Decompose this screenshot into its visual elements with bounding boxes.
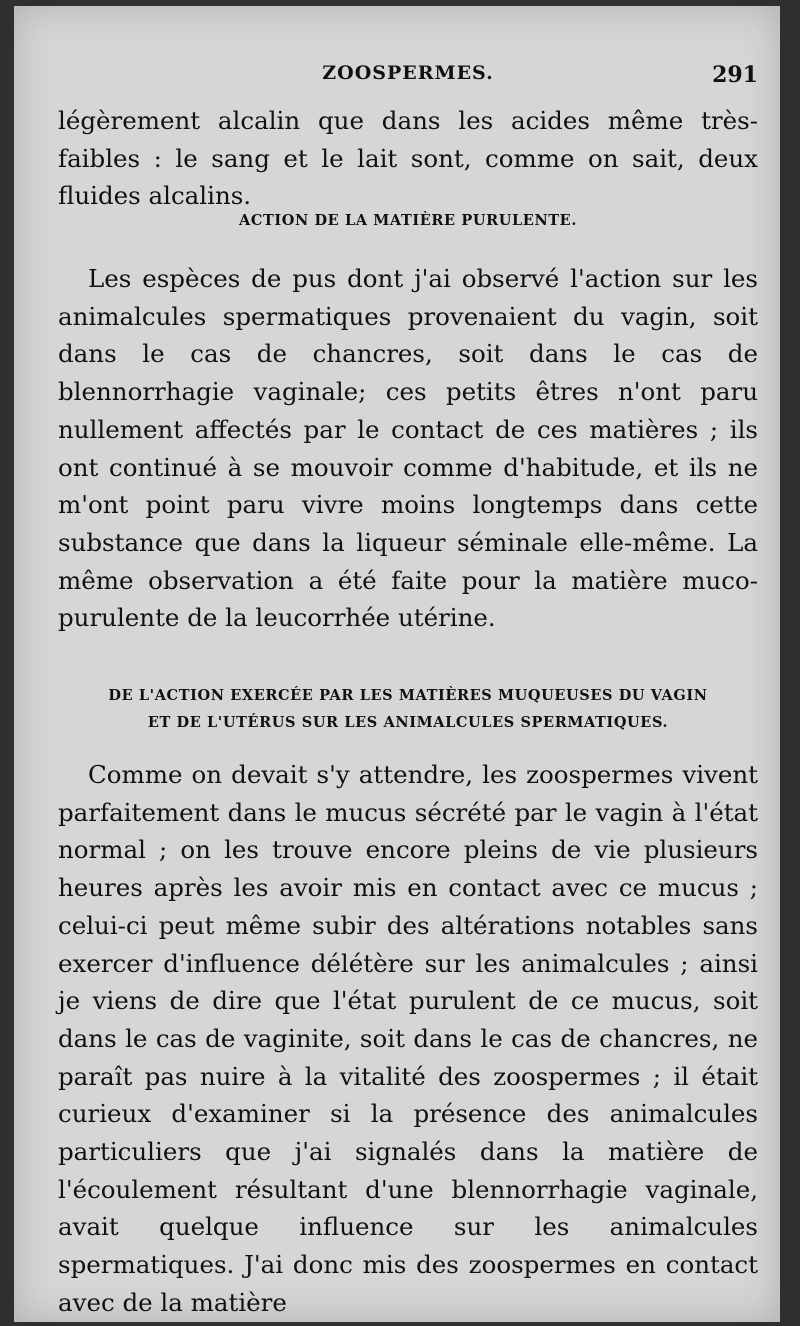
page-number: 291 xyxy=(712,62,758,88)
running-title: ZOOSPERMES. xyxy=(322,62,494,84)
section-heading-mucous xyxy=(58,682,758,736)
paragraph-purulent-action: Les espèces de pus dont j'ai observé l'action sur les animalcules spermatiques provenaient du vagin, soit dans le cas de chancres, soit dans le cas de blennorrhagie vaginale; ces petits êtres n'ont paru nullement affectés par le contact de ces matières ; ils ont continué à se mouvoir comme d'habitude, et ils ne m'ont point paru vivre moins longtemps dans cette substance que dans la liqueur séminale elle-même. La même observation a été faite pour la matière muco-purulente de la leucorrhée utérine. xyxy=(58,264,758,633)
section-heading-mucous-line-1: DE L'ACTION EXERCÉE PAR LES MATIÈRES MUQUEUSES DU VAGIN xyxy=(108,687,708,704)
book-page xyxy=(14,6,780,1322)
running-head xyxy=(58,62,758,92)
section-heading-mucous-line-2: ET DE L'UTÉRUS SUR LES ANIMALCULES SPERMATIQUES. xyxy=(147,714,669,731)
section-heading-purulent: ACTION DE LA MATIÈRE PURULENTE. xyxy=(239,212,577,229)
paragraph-continuation: légèrement alcalin que dans les acides même très-faibles : le sang et le lait sont, comme on sait, deux fluides alcalins. xyxy=(58,106,758,211)
paragraph-mucous-action: Comme on devait s'y attendre, les zoospermes vivent parfaitement dans le mucus sécrété par le vagin à l'état normal ; on les trouve encore pleins de vie plusieurs heures après les avoir mis en contact avec ce mucus ; celui-ci peut même subir des altérations notables sans exercer d'influence délétère sur les animalcules ; ainsi je viens de dire que l'état purulent de ce mucus, soit dans le cas de vaginite, soit dans le cas de chancres, ne paraît pas nuire à la vitalité des zoospermes ; il était curieux d'examiner si la présence des animalcules particuliers que j'ai signalés dans la matière de l'écoulement résultant d'une blennorrhagie vaginale, avait quelque influence sur les animalcules spermatiques. J'ai donc mis des zoospermes en contact avec de la matière xyxy=(58,760,758,1317)
